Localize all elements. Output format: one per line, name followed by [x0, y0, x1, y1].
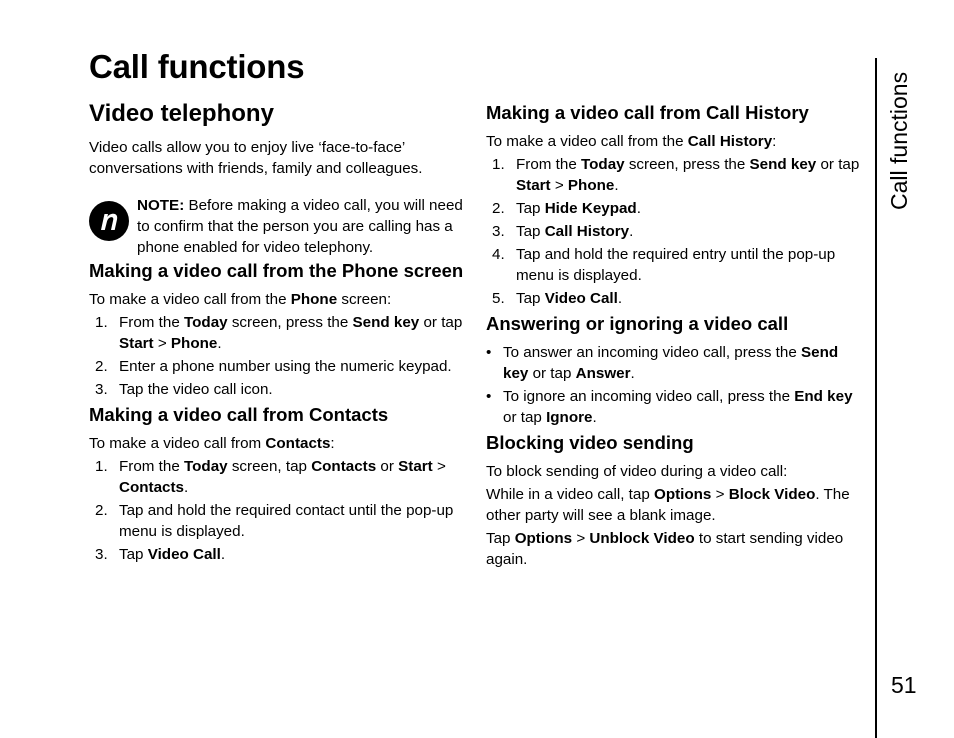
- list-item: 1. From the Today screen, tap Contacts or Start > Contacts.: [95, 458, 446, 496]
- page-title: Call functions: [89, 48, 305, 85]
- step-number: 4.: [492, 246, 505, 263]
- list-item: • To answer an incoming video call, press the Send key or tap Answer.: [486, 344, 839, 382]
- intro-text: screen:: [337, 291, 392, 308]
- step-number: 1.: [492, 156, 505, 173]
- bullet: •: [486, 388, 492, 405]
- list-item: 3. Tap Video Call.: [95, 546, 226, 563]
- intro-text: To make a video call from the: [89, 291, 291, 308]
- video-telephony-intro: Video calls allow you to enjoy live ‘face-to-face’ conversations with friends, family and colleagues.: [89, 139, 423, 177]
- left-column: [89, 100, 469, 567]
- intro-text: To make a video call from the: [486, 133, 688, 150]
- step-number: 1.: [95, 314, 108, 331]
- note-text: [137, 195, 469, 258]
- intro-text: :: [330, 435, 335, 452]
- note-n-icon: [89, 201, 129, 241]
- intro-text: To make a video call from: [89, 435, 266, 452]
- list-item: 2. Enter a phone number using the numeric keypad.: [95, 358, 452, 375]
- blocking-paragraph-2: Tap Options > Unblock Video to start sending video again.: [486, 530, 844, 568]
- list-item: 4. Tap and hold the required entry until the pop-up menu is displayed.: [492, 246, 836, 284]
- list-item: • To ignore an incoming video call, press the End key or tap Ignore.: [486, 388, 853, 426]
- note-box: [89, 195, 469, 258]
- intro-text: :: [772, 133, 777, 150]
- step-number: 2.: [492, 200, 505, 217]
- step-number: 2.: [95, 358, 108, 375]
- step-number: 3.: [95, 546, 108, 563]
- intro-bold: Contacts: [265, 435, 331, 452]
- blocking-paragraph-1: While in a video call, tap Options > Block Video. The other party will see a blank image.: [486, 486, 850, 524]
- answering-bullets: [486, 342, 866, 428]
- intro-bold: Phone: [290, 291, 338, 308]
- call-history-steps: [486, 154, 866, 309]
- subsection-title-call-history: Making a video call from Call History: [486, 102, 809, 123]
- step-number: 2.: [95, 502, 108, 519]
- contacts-intro: [89, 433, 469, 454]
- subsection-title-blocking: Blocking video sending: [486, 432, 694, 453]
- section-title-video-telephony: Video telephony: [89, 100, 274, 127]
- call-history-intro: [486, 131, 866, 152]
- list-item: 1. From the Today screen, press the Send key or tap Start > Phone.: [492, 156, 860, 194]
- list-item: 3. Tap the video call icon.: [95, 381, 273, 398]
- list-item: 5. Tap Video Call.: [492, 290, 623, 307]
- bullet: •: [486, 344, 492, 361]
- phone-screen-steps: [89, 312, 469, 400]
- right-column: [486, 100, 866, 570]
- step-number: 3.: [492, 223, 505, 240]
- phone-screen-intro: [89, 289, 469, 310]
- subsection-title-answering: Answering or ignoring a video call: [486, 313, 789, 334]
- note-body: Before making a video call, you will need to confirm that the person you are calling has a phone enabled for video telephony.: [137, 197, 463, 256]
- blocking-intro: To block sending of video during a video call:: [486, 463, 788, 480]
- side-chapter-label: Call functions: [886, 71, 912, 210]
- note-label: NOTE:: [137, 197, 185, 214]
- page-number: 51: [891, 672, 917, 698]
- step-number: 1.: [95, 458, 108, 475]
- list-item: 2. Tap and hold the required contact until the pop-up menu is displayed.: [95, 502, 454, 540]
- intro-bold: Call History: [687, 133, 773, 150]
- contacts-steps: [89, 456, 469, 565]
- subsection-title-contacts: Making a video call from Contacts: [89, 404, 389, 425]
- subsection-title-phone-screen: Making a video call from the Phone screen: [89, 260, 464, 281]
- list-item: 2. Tap Hide Keypad.: [492, 200, 641, 217]
- step-number: 3.: [95, 381, 108, 398]
- step-number: 5.: [492, 290, 505, 307]
- list-item: 1. From the Today screen, press the Send key or tap Start > Phone.: [95, 314, 463, 352]
- list-item: 3. Tap Call History.: [492, 223, 634, 240]
- side-divider: [875, 58, 877, 738]
